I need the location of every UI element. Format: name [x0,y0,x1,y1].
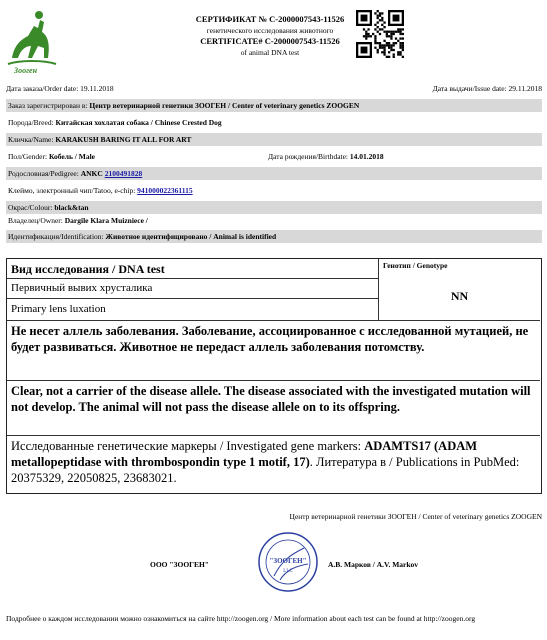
cert-title-en: CERTIFICATE# C-2000007543-11526 [200,36,340,46]
chip-link[interactable]: 941000022361115 [137,186,193,195]
genotype-value: NN [379,279,540,321]
dna-test-table [6,258,542,494]
test-name-ru: Первичный вывих хрусталика [7,279,379,299]
logo-text: Зооген [14,66,38,75]
registered-value: Центр ветеринарной генетики ЗООГЕН / Center of veterinary genetics ZOOGEN [89,101,360,110]
chip-row: Клеймо, электронный чип/Tatoo, e-chip: 941000022361115 [8,186,193,195]
signer-name: А.В. Марков / A.V. Markov [328,560,419,569]
test-name-en: Primary lens luxation [7,299,379,321]
gene-markers: Исследованные генетические маркеры / Investigated gene markers: ADAMTS17 (ADAM metallopeptidase with thrombospondin type 1 motif, 17). Литература в / Publications in PubMed: 20375329, 22050825, 23683021. [11,439,520,485]
gene-marker-name: ADAMTS17 (ADAM metallopeptidase with thrombospondin type 1 motif, 17) [11,439,478,469]
zoogen-logo-icon [4,6,60,68]
order-date: Дата заказа/Order date: 19.11.2018 [6,84,114,93]
test-table-title: Вид исследования / DNA test [7,259,379,279]
organization-name: ООО "ЗООГЕН" [150,560,209,569]
identification-value: Животное идентифицировано / Animal is identified [105,232,277,241]
cert-subtitle-en: of animal DNA test [240,48,300,57]
name-row: Кличка/Name: KARAKUSH BARING IT ALL FOR ART [6,133,542,146]
owner-value: Dargile Klara Muizniece / [64,216,148,225]
birthdate: Дата рождения/Birthdate: 14.01.2018 [268,152,384,161]
footer-note: Подробнее о каждом исследовании можно ознакомиться на сайте http://zoogen.org / More information about each test can be found at http://zoogen.org [6,614,476,623]
pedigree-row: Родословная/Pedigree: ANKC 2100491828 [6,167,542,180]
issue-date: Дата выдачи/Issue date: 29.11.2018 [432,84,542,93]
registered-row: Заказ зарегистрирован в: Центр ветеринарной генетики ЗООГЕН / Center of veterinary genetics ZOOGEN [6,99,542,112]
name-value: KARAKUSH BARING IT ALL FOR ART [55,135,192,144]
colour-row: Окрас/Colour: black&tan [6,201,542,214]
stamp-sub: LLC [283,569,293,574]
birthdate-value: 14.01.2018 [349,152,384,161]
center-signature-line: Центр ветеринарной генетики ЗООГЕН / Center of veterinary genetics ZOOGEN [289,512,542,521]
pedigree-link[interactable]: 2100491828 [104,169,143,178]
qr-code-icon[interactable] [356,10,404,58]
breed-row: Порода/Breed: Китайская хохлатая собака / Chinese Crested Dog [8,118,222,127]
result-ru: Не несет аллель заболевания. Заболевание, ассоциированное с исследованной мутацией, не будет развиваться. Животное не передаст аллель заболевания потомству. [7,321,540,381]
dates-line [6,84,542,93]
genotype-header: Генотип / Genotype [383,261,448,270]
identification-row: Идентификация/Identification: Животное идентифицировано / Animal is identified [6,230,542,243]
cert-subtitle-ru: генетического исследования животного [206,26,334,35]
gender-birth-row: Пол/Gender: Кобель / Male Дата рождения/Birthdate: 14.01.2018 [8,152,384,161]
colour-value: black&tan [54,203,89,212]
stamp-text: "ЗООГЕН" [269,557,307,565]
result-en: Clear, not a carrier of the disease allele. The disease associated with the investigated mutation will not develop. The animal will not pass the disease allele on to its offspring. [7,381,540,436]
gender-value: Кобель / Male [48,152,95,161]
breed-value: Китайская хохлатая собака / Chinese Crested Dog [55,118,222,127]
owner-row: Владелец/Owner: Dargile Klara Muizniece / [8,216,148,225]
cert-title-ru: СЕРТИФИКАТ № C-2000007543-11526 [195,14,345,24]
stamp-icon [256,530,320,594]
